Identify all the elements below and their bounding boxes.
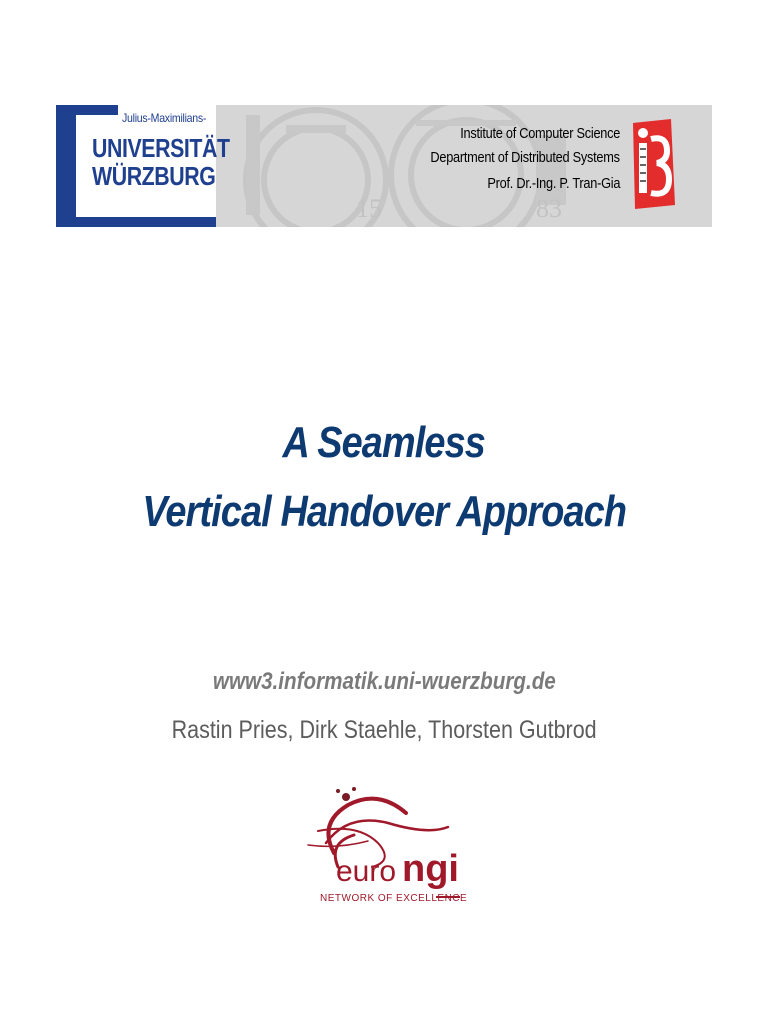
professor-name: Prof. Dr.-Ing. P. Tran-Gia <box>487 175 620 192</box>
ngi-word: ngi <box>402 848 459 890</box>
author-list: Rastin Pries, Dirk Staehle, Thorsten Gutbrod <box>171 716 597 744</box>
department-name: Department of Distributed Systems <box>430 149 620 166</box>
i3-logo-icon <box>627 117 677 211</box>
slide-title-line2: Vertical Handover Approach <box>142 487 626 536</box>
website-url: www3.informatik.uni-wuerzburg.de <box>212 668 556 695</box>
university-name-line2: WÜRZBURG <box>92 161 216 191</box>
university-name-line1: UNIVERSITÄT <box>92 133 230 163</box>
university-logo <box>56 105 230 227</box>
svg-text:15: 15 <box>356 194 382 223</box>
euro-word: euro <box>336 855 397 888</box>
logo-tagline: NETWORK OF EXCELLENCE <box>320 893 468 904</box>
slide-title-line1: A Seamless <box>282 418 486 467</box>
euro-ngi-logo <box>298 783 476 911</box>
header-banner <box>56 105 712 227</box>
svg-text:83: 83 <box>536 194 562 223</box>
university-small-name: Julius-Maximilians- <box>122 111 207 125</box>
institute-name: Institute of Computer Science <box>460 125 620 142</box>
